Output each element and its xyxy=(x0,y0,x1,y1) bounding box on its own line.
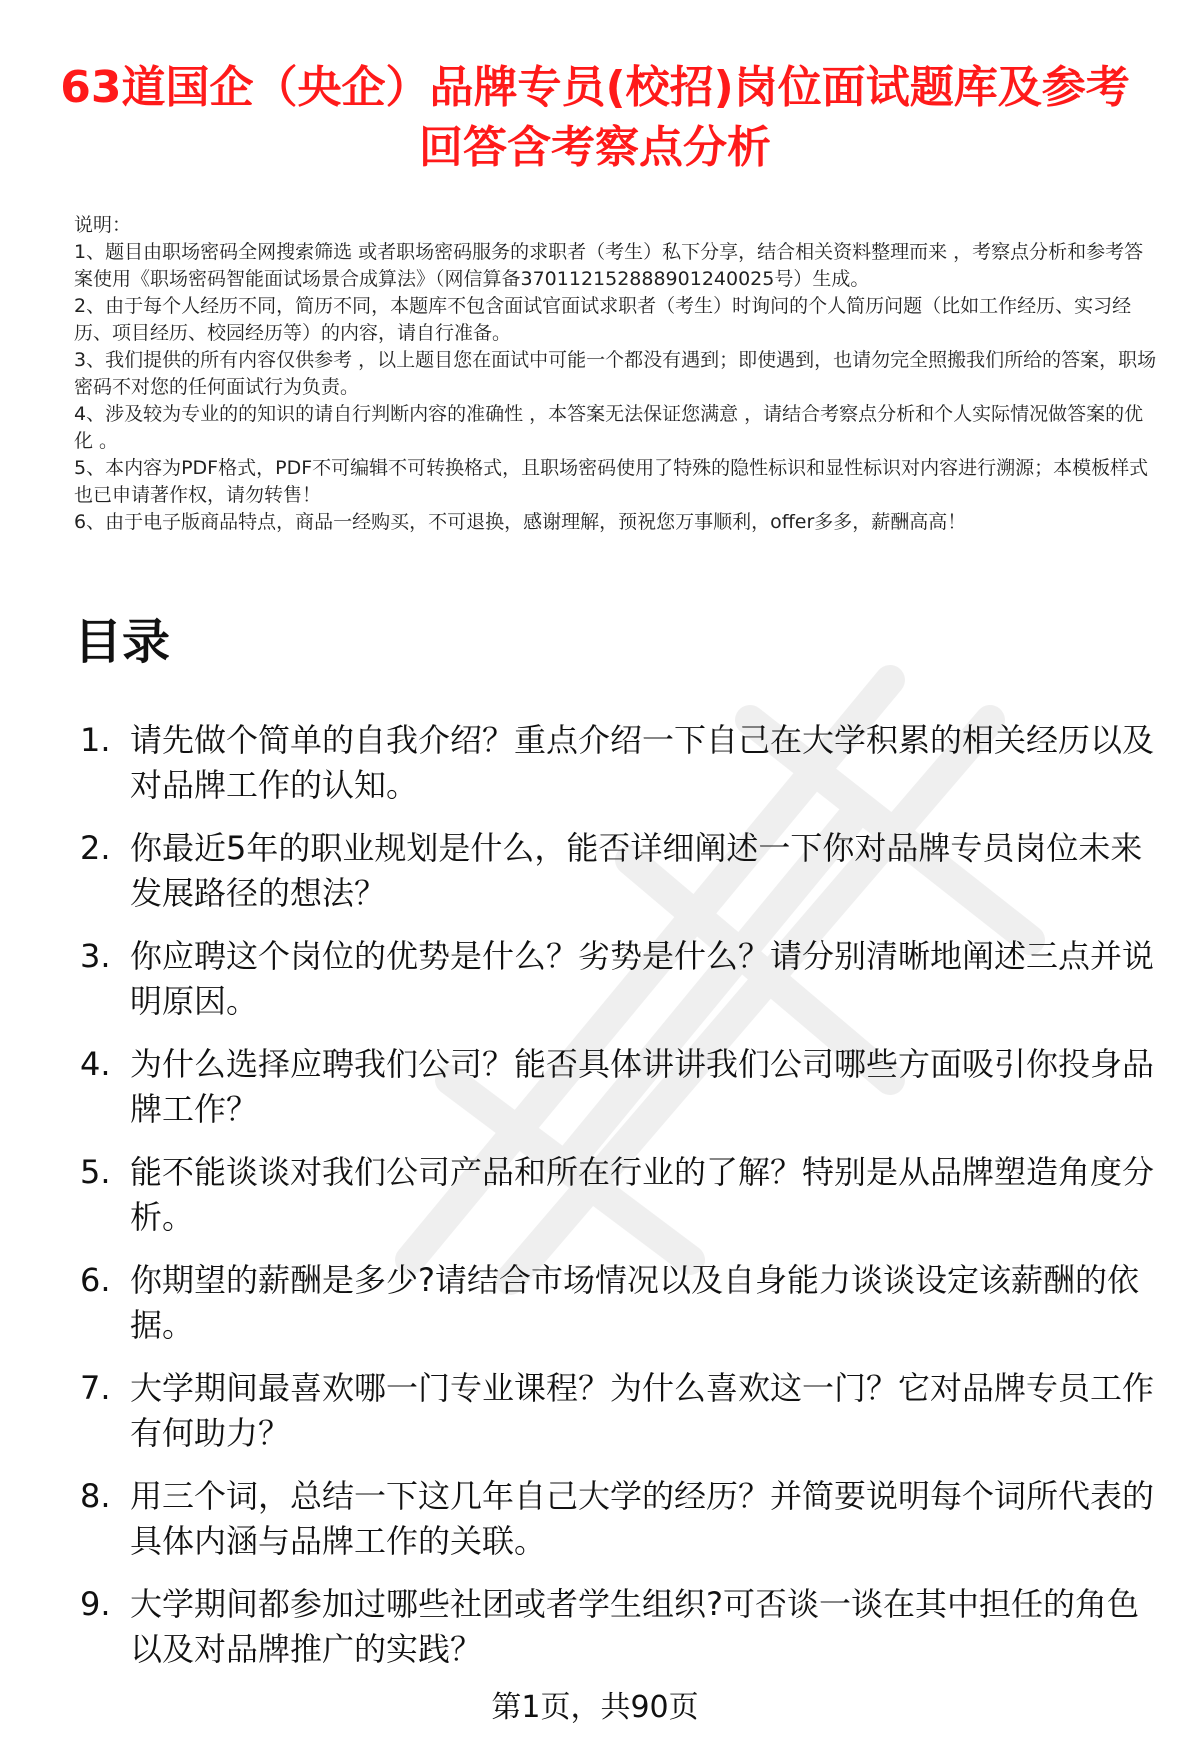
toc-item-text: 用三个词，总结一下这几年自己大学的经历？并简要说明每个词所代表的具体内涵与品牌工作的关联。 xyxy=(130,1477,1155,1560)
instructions-heading: 说明： xyxy=(74,214,132,236)
toc-item-number: 2. xyxy=(80,829,111,867)
page-footer: 第1页，共90页 xyxy=(491,1690,699,1725)
toc-item-number: 7. xyxy=(80,1369,111,1407)
toc-item-number: 5. xyxy=(80,1153,111,1191)
instruction-item: 1、题目由职场密码全网搜索筛选 或者职场密码服务的求职者（考生）私下分享，结合相关资料整理而来 ，考察点分析和参考答案使用《职场密码智能面试场景合成算法》（网信算备370112152888901240025号）生成。 xyxy=(74,241,1144,290)
toc-item[interactable] xyxy=(74,826,1162,916)
toc-item-text: 你最近5年的职业规划是什么，能否详细阐述一下你对品牌专员岗位未来发展路径的想法？ xyxy=(130,829,1143,912)
toc-item-number: 4. xyxy=(80,1045,111,1083)
toc-item[interactable] xyxy=(74,1366,1162,1456)
instruction-item: 5、本内容为PDF格式，PDF不可编辑不可转换格式，且职场密码使用了特殊的隐性标识和显性标识对内容进行溯源；本模板样式也已申请著作权，请勿转售！ xyxy=(74,457,1149,506)
toc-list xyxy=(74,718,1162,1690)
toc-item-text: 大学期间都参加过哪些社团或者学生组织?可否谈一谈在其中担任的角色以及对品牌推广的实践？ xyxy=(130,1585,1139,1668)
instruction-item: 4、涉及较为专业的的知识的请自行判断内容的准确性 ，本答案无法保证您满意 ，请结合考察点分析和个人实际情况做答案的优化 。 xyxy=(74,403,1144,452)
document-title: 63道国企（央企）品牌专员(校招)岗位面试题库及参考回答含考察点分析 xyxy=(60,62,1130,173)
toc-item-number: 1. xyxy=(80,721,111,759)
toc-item[interactable] xyxy=(74,1474,1162,1564)
toc-item-number: 9. xyxy=(80,1585,111,1623)
toc-item-text: 你应聘这个岗位的优势是什么？劣势是什么？请分别清晰地阐述三点并说明原因。 xyxy=(130,937,1155,1020)
toc-item-number: 3. xyxy=(80,937,111,975)
instruction-item: 2、由于每个人经历不同，简历不同，本题库不包含面试官面试求职者（考生）时询问的个人简历问题（比如工作经历、实习经历、项目经历、校园经历等）的内容，请自行准备。 xyxy=(74,295,1132,344)
instruction-item: 3、我们提供的所有内容仅供参考 ，以上题目您在面试中可能一个都没有遇到；即使遇到，也请勿完全照搬我们所给的答案，职场密码不对您的任何面试行为负责。 xyxy=(74,349,1157,398)
toc-item-text: 为什么选择应聘我们公司？能否具体讲讲我们公司哪些方面吸引你投身品牌工作？ xyxy=(130,1045,1155,1128)
toc-item-number: 8. xyxy=(80,1477,111,1515)
toc-item-text: 大学期间最喜欢哪一门专业课程？为什么喜欢这一门？它对品牌专员工作有何助力？ xyxy=(130,1369,1155,1452)
toc-item-number: 6. xyxy=(80,1261,111,1299)
toc-item[interactable] xyxy=(74,1258,1162,1348)
toc-item[interactable] xyxy=(74,1150,1162,1240)
toc-item-text: 请先做个简单的自我介绍？重点介绍一下自己在大学积累的相关经历以及对品牌工作的认知。 xyxy=(130,721,1155,804)
toc-item-text: 能不能谈谈对我们公司产品和所在行业的了解？特别是从品牌塑造角度分析。 xyxy=(130,1153,1155,1236)
toc-heading: 目录 xyxy=(74,614,171,670)
toc-item[interactable] xyxy=(74,1042,1162,1132)
instruction-item: 6、由于电子版商品特点，商品一经购买，不可退换，感谢理解，预祝您万事顺利，offer多多，薪酬高高！ xyxy=(74,511,967,533)
toc-item[interactable] xyxy=(74,1582,1162,1672)
toc-item-text: 你期望的薪酬是多少?请结合市场情况以及自身能力谈谈设定该薪酬的依据。 xyxy=(130,1261,1139,1344)
toc-item[interactable] xyxy=(74,718,1162,808)
toc-item[interactable] xyxy=(74,934,1162,1024)
instructions-section xyxy=(74,212,1160,536)
